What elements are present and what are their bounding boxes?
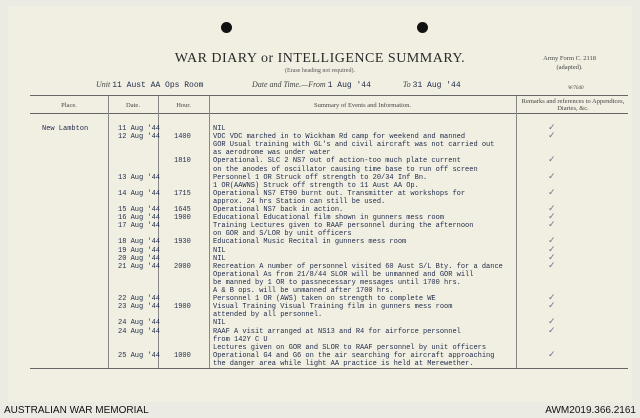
- remarks-check-mark: ✓: [548, 293, 556, 304]
- entry-text: be manned by 1 OR to passnecessary messages until 1700 hrs.: [213, 278, 461, 287]
- col-header-summary: Summary of Events and Information.: [314, 102, 411, 109]
- entry-hour: 1900: [174, 303, 191, 312]
- date-line: [252, 80, 461, 90]
- footer-reference: AWM2019.366.2161: [545, 405, 636, 416]
- entry-date: 24 Aug '44: [118, 327, 161, 336]
- entry-text: NIL: [213, 319, 226, 328]
- punch-hole-left: [221, 22, 232, 33]
- entry-text: Operational NS7 ET90 burnt out. Transmitter at workshops for: [213, 189, 466, 198]
- remarks-check-mark: ✓: [548, 123, 556, 133]
- entry-text: Personnel 1 OR (AWS) taken on strength to complete WE: [213, 295, 436, 304]
- date-to-label: To: [402, 80, 411, 89]
- unit-label: Unit: [96, 80, 111, 89]
- remarks-check-mark: ✓: [548, 171, 556, 182]
- entry-text: attended by all personnel.: [213, 311, 323, 320]
- entry-date: 16 Aug '44: [118, 214, 161, 223]
- remarks-check-mark: ✓: [548, 212, 556, 223]
- col-header-place: Place.: [61, 102, 77, 109]
- entry-hour: 1715: [174, 189, 191, 198]
- remarks-check-mark: ✓: [548, 317, 556, 328]
- col-header-hour: Hour.: [176, 102, 191, 109]
- entry-text: NIL: [213, 246, 226, 255]
- entry-text: on the anodes of oscillator causing time base to run off screen: [213, 165, 478, 174]
- entry-date: 18 Aug '44: [118, 238, 161, 247]
- entry-text: 1 OR(AAWNS) Struck off strength to 11 Aust AA Op.: [213, 181, 419, 190]
- entry-date: 21 Aug '44: [118, 262, 161, 271]
- entry-text: Operational. SLC 2 NS7 out of action-too much plate current: [213, 157, 461, 166]
- entry-date: 25 Aug '44: [118, 351, 161, 360]
- col-divider-1: [108, 96, 109, 368]
- entry-text: Personnel 1 OR Struck off strength to 20/34 Inf Bn.: [213, 173, 428, 182]
- entry-hour: 2000: [174, 262, 191, 271]
- diary-sheet: [8, 6, 632, 402]
- table-bottom-rule: [30, 368, 628, 369]
- table-header-rule: [30, 113, 628, 114]
- remarks-check-mark: ✓: [548, 220, 556, 231]
- entry-text: NIL: [213, 254, 226, 263]
- entry-place: New Lambton: [42, 125, 89, 133]
- unit-line: [96, 80, 203, 90]
- remarks-check-mark: ✓: [548, 252, 556, 263]
- entry-text: VDC VDC marched in to Wickham Rd camp for weekend and manned: [213, 133, 466, 142]
- remarks-check-mark: ✓: [548, 236, 556, 247]
- entry-text: Educational Music Recital in gunners mess room: [213, 238, 407, 247]
- entry-text: the danger area while light AA practice is held at Merewether.: [213, 359, 474, 368]
- table-top-rule: [30, 95, 628, 96]
- unit-value: 11 Aust AA Ops Room: [112, 81, 204, 90]
- remarks-check-mark: ✓: [548, 131, 556, 142]
- entry-date: 15 Aug '44: [118, 206, 161, 214]
- corner-code: W/7640: [568, 86, 584, 91]
- col-header-date: Date.: [126, 102, 140, 109]
- remarks-check-mark: ✓: [548, 187, 556, 198]
- entry-date: 24 Aug '44: [118, 319, 161, 328]
- date-from-value: 1 Aug '44: [327, 81, 371, 90]
- footer-institution: AUSTRALIAN WAR MEMORIAL: [4, 405, 149, 416]
- remarks-check-mark: ✓: [548, 155, 556, 166]
- entry-date: 11 Aug '44: [118, 125, 161, 133]
- entry-hour: 1000: [174, 351, 191, 360]
- form-number: [543, 54, 596, 72]
- entry-date: 19 Aug '44: [118, 246, 161, 255]
- entry-text: on GOR and S/LOR by unit officers: [213, 230, 352, 239]
- remarks-check-mark: ✓: [548, 349, 556, 360]
- entry-text: Operational NS7 back in action.: [213, 206, 344, 214]
- entry-hour: 1900: [174, 214, 191, 223]
- archive-footer: [0, 403, 640, 418]
- entry-text: from 142Y C U: [213, 335, 268, 344]
- entry-text: approx. 24 hrs Station can still be used.: [213, 197, 386, 206]
- date-from-label: Date and Time.—From: [252, 80, 326, 89]
- form-number-text: Army Form C. 2118: [543, 55, 596, 62]
- entry-text: RAAF A visit arranged at NS13 and R4 for airforce personnel: [213, 327, 461, 336]
- remarks-check-mark: ✓: [548, 325, 556, 336]
- remarks-check-mark: ✓: [548, 260, 556, 271]
- entry-text: as aerodrome was under water: [213, 149, 331, 158]
- remarks-check-mark: ✓: [548, 204, 556, 214]
- entry-text: GOR Usual training with GL's and civil aircraft was not carried out: [213, 141, 495, 150]
- entry-date: 23 Aug '44: [118, 303, 161, 312]
- entry-text: A & B ops. will be unmanned after 1700 hrs.: [213, 287, 394, 295]
- entry-hour: 1930: [174, 238, 191, 247]
- entry-text: Operational G4 and G6 on the air searching for aircraft approaching: [213, 351, 495, 360]
- date-to-value: 31 Aug '44: [412, 81, 461, 90]
- remarks-check-mark: ✓: [548, 244, 556, 255]
- entry-date: 22 Aug '44: [118, 295, 161, 304]
- col-divider-3: [209, 96, 210, 368]
- entry-text: Operational As from 21/8/44 SLOR will be unmanned and GOR will: [213, 270, 474, 279]
- col-divider-4: [516, 96, 517, 368]
- col-header-remarks: Remarks and references to Appendices, Diaries, &c.: [521, 98, 625, 112]
- form-adapted-text: (adapted).: [556, 64, 583, 71]
- entry-hour: 1400: [174, 133, 191, 142]
- entry-text: Educational Educational film shown in gunners mess room: [213, 214, 445, 223]
- entry-date: 20 Aug '44: [118, 254, 161, 263]
- entry-text: NIL: [213, 125, 226, 133]
- entry-text: Lectures given on GOR and SLOR to RAAF personnel by unit officers: [213, 343, 487, 352]
- entry-text: Recreation A number of personnel visited 60 Aust S/L Bty. for a dance: [213, 262, 503, 271]
- remarks-check-mark: ✓: [548, 301, 556, 312]
- entry-text: Visual Training Visual Training film in gunners mess room: [213, 303, 453, 312]
- entry-text: Training Lectures given to RAAF personnel during the afternoon: [213, 222, 474, 231]
- entry-hour: 1810: [174, 157, 191, 166]
- entry-date: 14 Aug '44: [118, 189, 161, 198]
- entry-date: 17 Aug '44: [118, 222, 161, 231]
- document-subtitle: (Erase heading not required).: [285, 68, 355, 74]
- punch-hole-right: [417, 22, 428, 33]
- entry-date: 12 Aug '44: [118, 133, 161, 142]
- document-title: WAR DIARY or INTELLIGENCE SUMMARY.: [174, 51, 466, 66]
- entry-date: 13 Aug '44: [118, 173, 161, 182]
- entry-hour: 1645: [174, 206, 191, 214]
